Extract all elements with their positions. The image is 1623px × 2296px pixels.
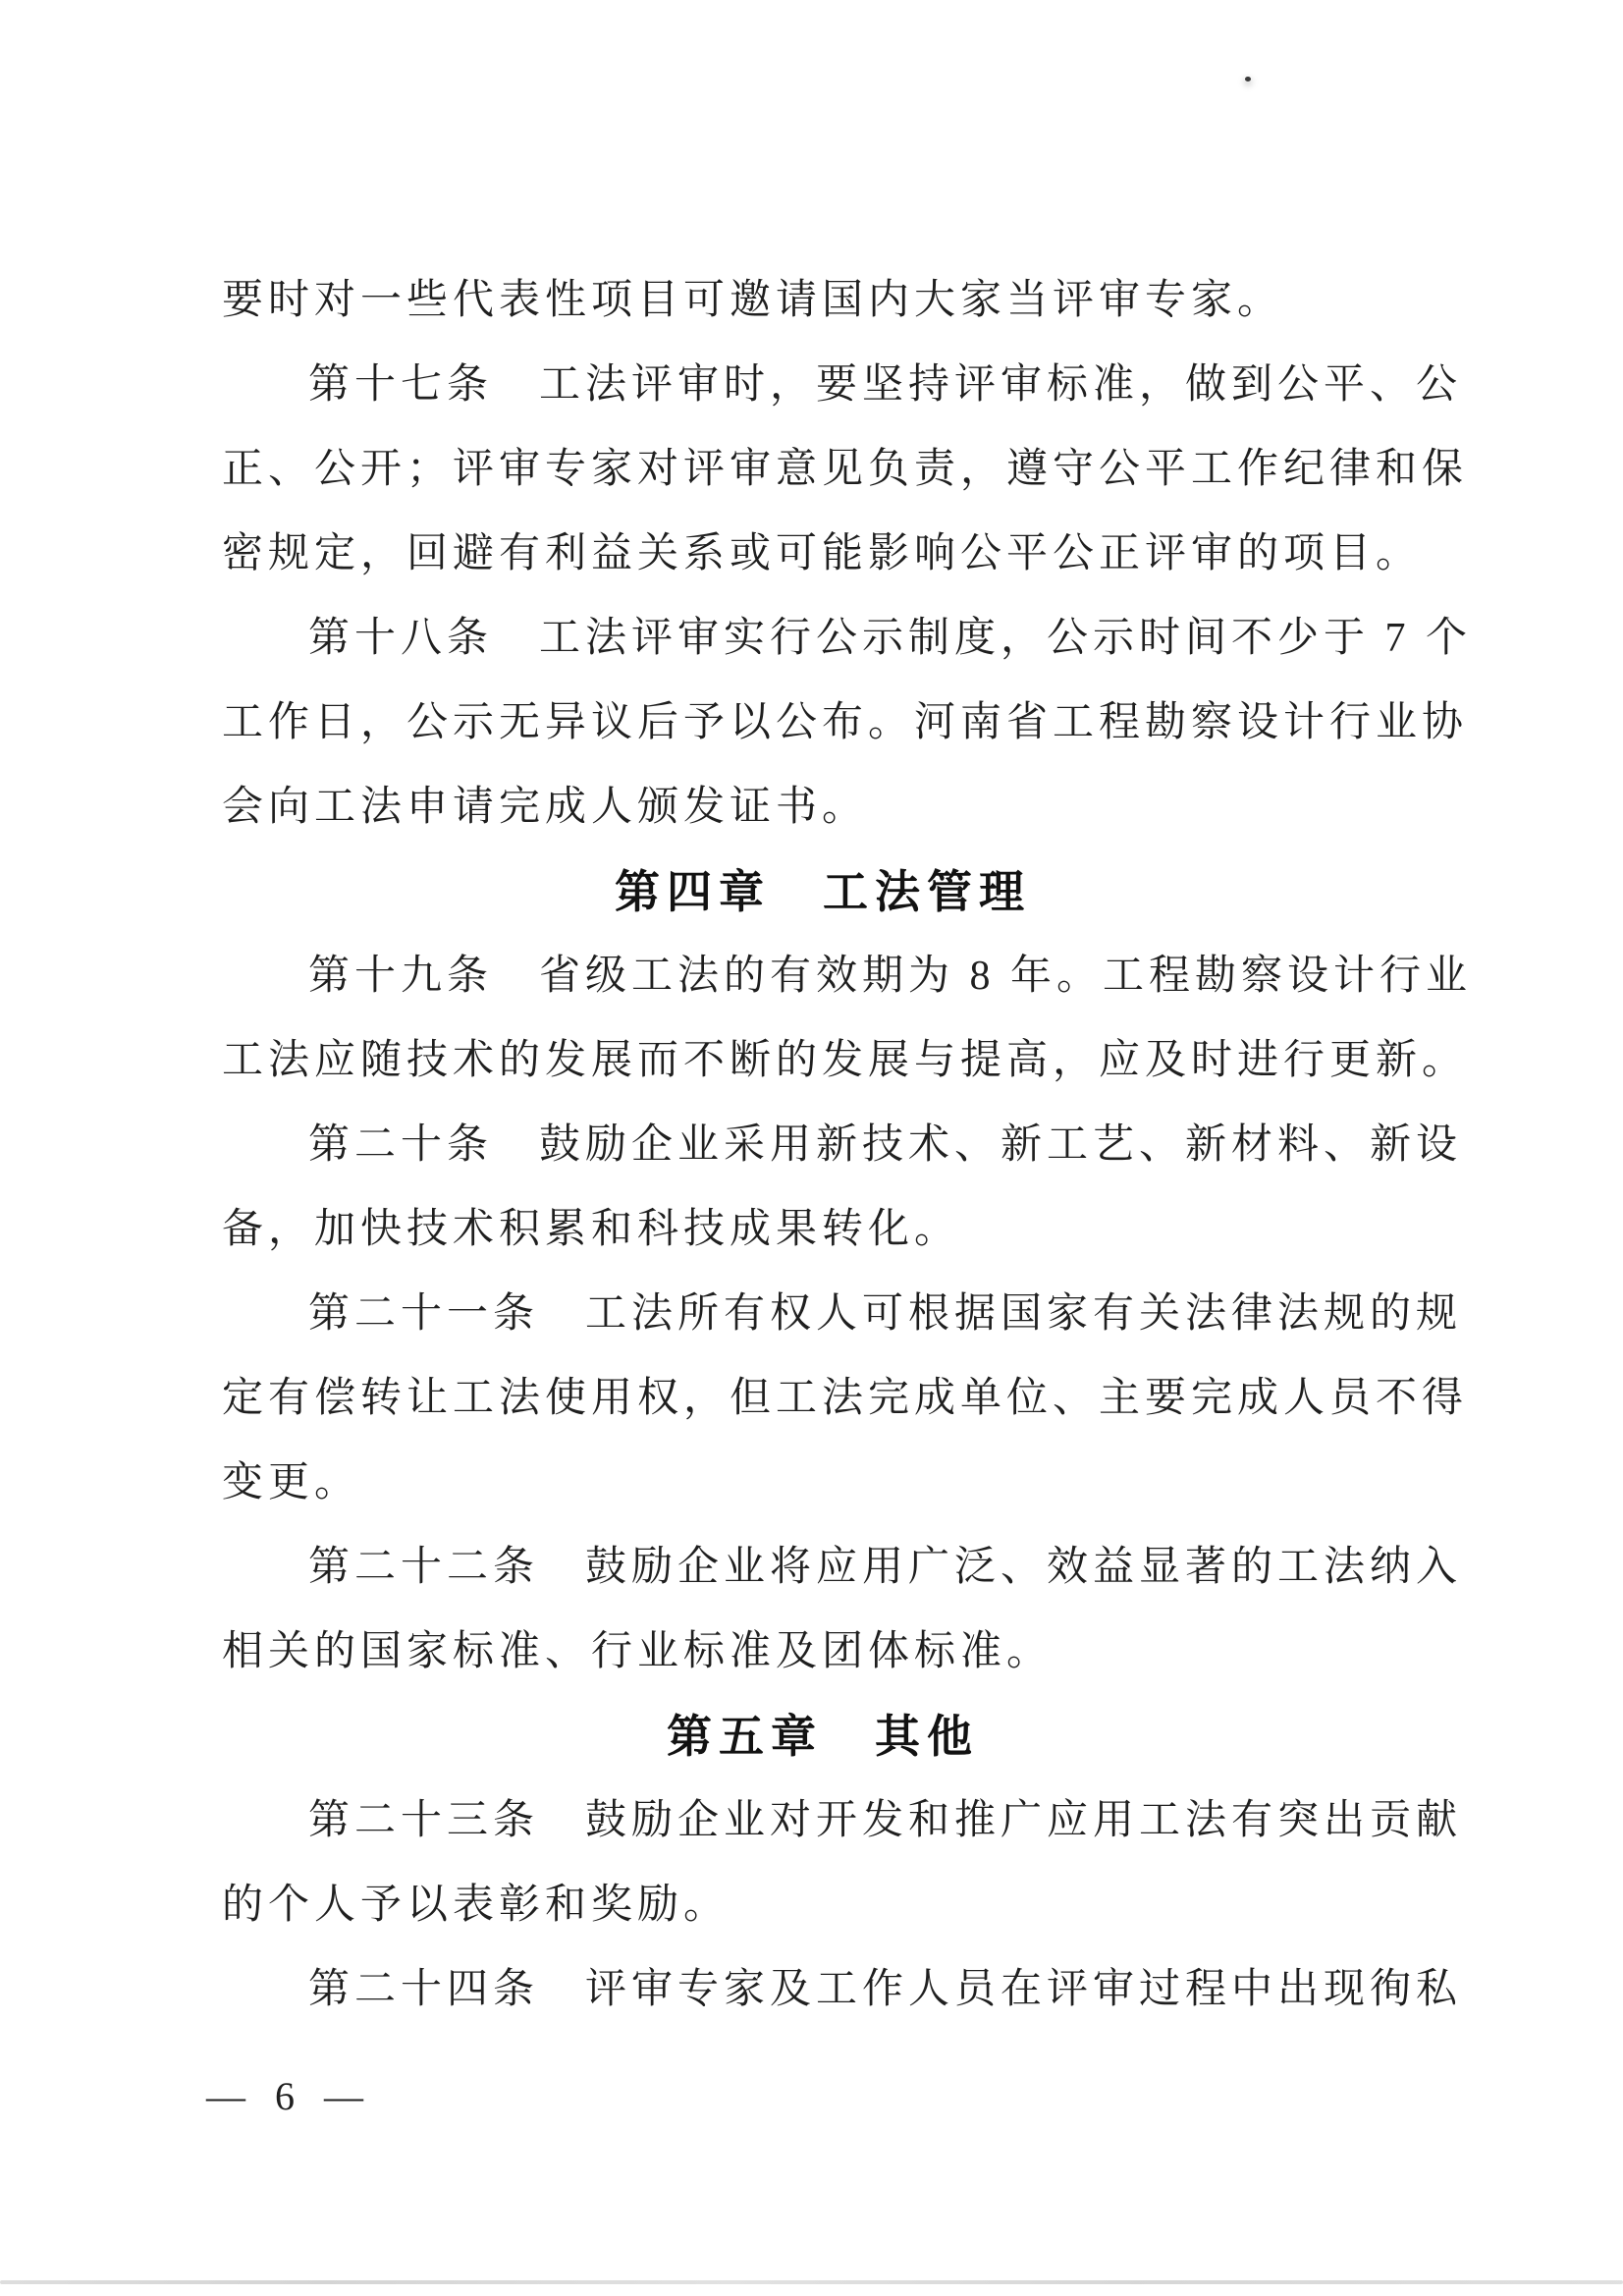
text-line: 定有偿转让工法使用权，但工法完成单位、主要完成人员不得 <box>222 1376 1469 1421</box>
text-line: 要时对一些代表性项目可邀请国内大家当评审专家。 <box>222 278 1284 323</box>
text-line: 第二十一条 工法所有权人可根据国家有关法律法规的规 <box>308 1291 1463 1337</box>
text-line: 备，加快技术积累和科技成果转化。 <box>222 1207 961 1252</box>
text-line: 第二十三条 鼓励企业对开发和推广应用工法有突出贡献 <box>308 1798 1463 1843</box>
text-line: 的个人予以表彰和奖励。 <box>222 1883 730 1928</box>
text-line: 正、公开；评审专家对评审意见负责，遵守公平工作纪律和保 <box>222 447 1469 492</box>
chapter-heading: 第四章 工法管理 <box>615 866 1031 917</box>
text-line: 第二十条 鼓励企业采用新技术、新工艺、新材料、新设 <box>308 1122 1463 1168</box>
text-line: 第十七条 工法评审时，要坚持评审标准，做到公平、公 <box>308 362 1463 408</box>
text-line: 相关的国家标准、行业标准及团体标准。 <box>222 1629 1054 1674</box>
text-line: 会向工法申请完成人颁发证书。 <box>222 785 869 830</box>
text-line: 密规定，回避有利益关系或可能影响公平公正评审的项目。 <box>222 531 1423 576</box>
document-text-block <box>222 258 1473 2032</box>
text-line: 第二十二条 鼓励企业将应用广泛、效益显著的工法纳入 <box>308 1545 1463 1590</box>
text-line: 工法应随技术的发展而不断的发展与提高，应及时进行更新。 <box>222 1038 1469 1083</box>
chapter-heading: 第五章 其他 <box>667 1711 979 1762</box>
text-line: 第二十四条 评审专家及工作人员在评审过程中出现徇私 <box>308 1967 1463 2012</box>
text-line: 第十九条 省级工法的有效期为 8 年。工程勘察设计行业 <box>308 954 1473 999</box>
text-line: 工作日，公示无异议后予以公布。河南省工程勘察设计行业协 <box>222 700 1469 745</box>
text-line: 变更。 <box>222 1460 361 1505</box>
text-line: 第十八条 工法评审实行公示制度，公示时间不少于 7 个 <box>308 616 1473 661</box>
page-number: — 6 — <box>206 2074 373 2118</box>
scan-artifact-dot <box>1245 77 1251 82</box>
scan-edge-shadow <box>0 2280 1623 2284</box>
